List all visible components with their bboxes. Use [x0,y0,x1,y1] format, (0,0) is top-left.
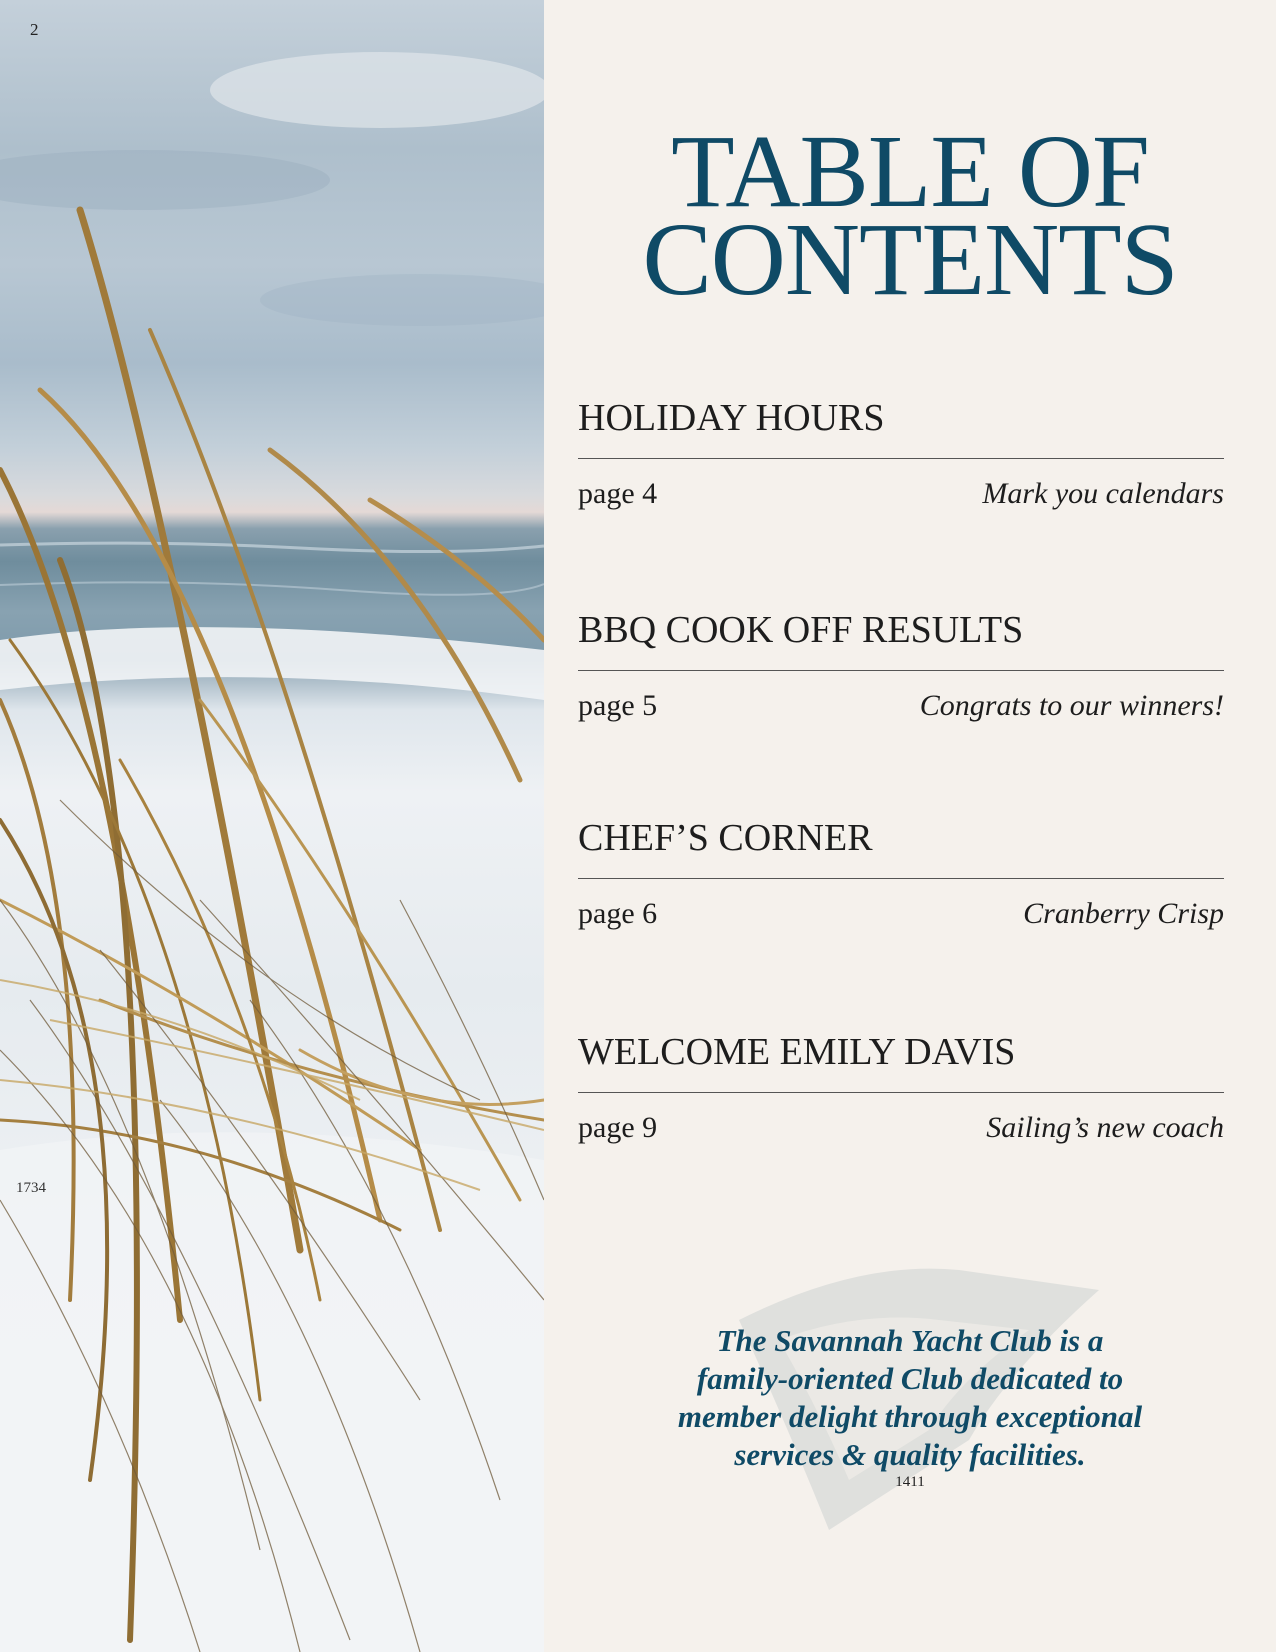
photo-code: 1734 [16,1180,46,1196]
toc-description: Mark you calendars [982,477,1224,510]
title-line-1: TABLE OF [671,114,1149,229]
toc-description: Sailing’s new coach [986,1111,1224,1144]
toc-page-number: page 9 [578,1111,658,1144]
divider [578,1092,1224,1093]
toc-heading: CHEF’S CORNER [578,817,873,859]
toc-entry-bbq-cook-off-results[interactable] [578,608,1224,733]
beach-grass-photo [0,0,544,1652]
toc-entry-welcome-emily-davis[interactable] [578,1030,1224,1155]
toc-page-number: page 6 [578,897,658,930]
toc-row [578,1111,1224,1155]
toc-heading: WELCOME EMILY DAVIS [578,1031,1016,1073]
toc-description: Cranberry Crisp [1023,897,1224,930]
toc-row [578,477,1224,521]
dune-grass-illustration [0,0,544,1652]
divider [578,878,1224,879]
page-number: 2 [30,20,39,39]
mission-statement-block [544,1250,1276,1540]
toc-page-number: page 4 [578,477,658,510]
mission-line-2: family-oriented Club dedicated to [696,1361,1124,1396]
toc-page-number: page 5 [578,689,658,722]
page-title [544,114,1276,317]
mission-statement [574,1322,1246,1474]
mission-line-3: member delight through exceptional [677,1399,1143,1434]
mission-line-1: The Savannah Yacht Club is a [716,1323,1104,1358]
mission-line-4: services & quality facilities. [734,1437,1086,1472]
toc-description: Congrats to our winners! [919,689,1224,722]
toc-entry-chefs-corner[interactable] [578,816,1224,941]
table-of-contents [544,0,1276,1652]
divider [578,670,1224,671]
toc-row [578,897,1224,941]
toc-entry-holiday-hours[interactable] [578,396,1224,521]
toc-row [578,689,1224,733]
toc-heading: HOLIDAY HOURS [578,397,885,439]
mission-code: 1411 [895,1474,925,1490]
toc-heading: BBQ COOK OFF RESULTS [578,609,1024,651]
divider [578,458,1224,459]
title-line-2: CONTENTS [642,202,1178,317]
